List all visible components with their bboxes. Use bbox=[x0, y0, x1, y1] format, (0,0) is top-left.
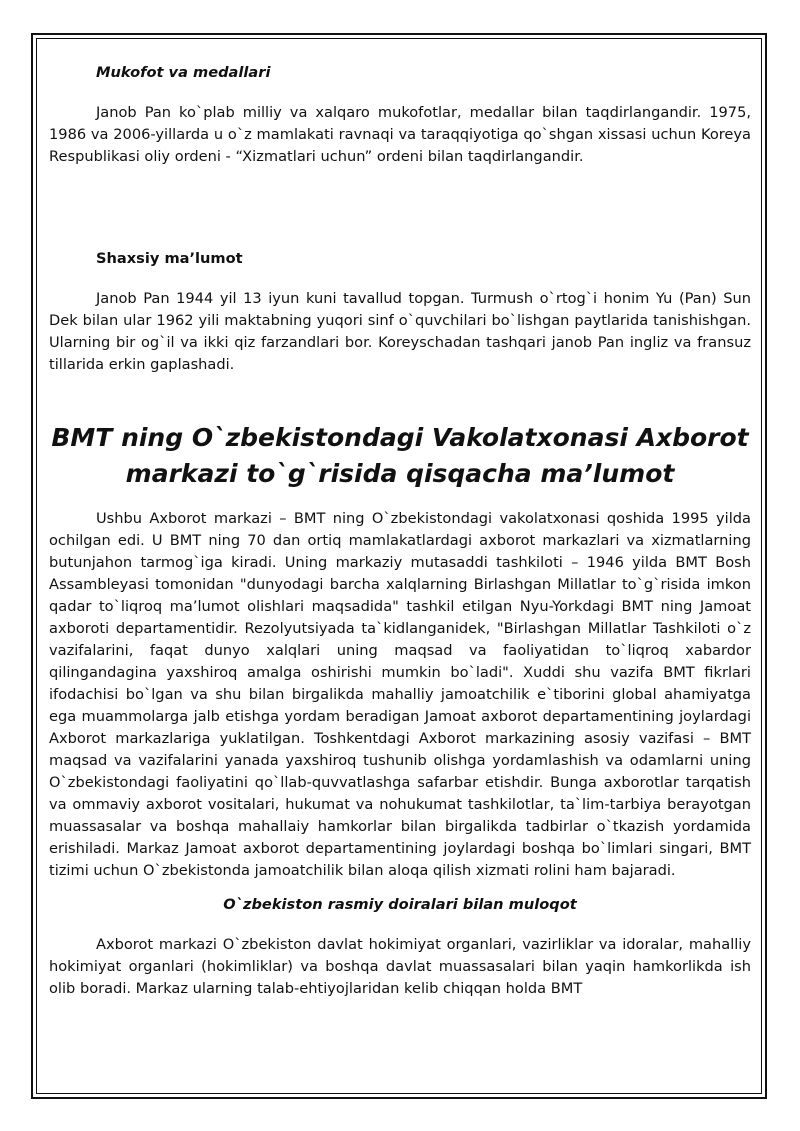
main-title-line-2: markazi to`g`risida qisqacha ma’lumot bbox=[125, 459, 675, 488]
main-title bbox=[49, 420, 751, 492]
personal-heading: Shaxsiy ma’lumot bbox=[96, 250, 243, 267]
document-body bbox=[49, 62, 751, 1000]
relations-heading: O`zbekiston rasmiy doiralari bilan muloqot bbox=[223, 896, 577, 913]
awards-heading: Mukofot va medallari bbox=[96, 64, 271, 81]
awards-paragraph: Janob Pan ko`plab milliy va xalqaro mukofotlar, medallar bilan taqdirlangandir. 1975, 1986 va 2006-yillarda u o`z mamlakati ravnaqi va taraqqiyotiga qo`shgan xissasi uchun Koreya Respublikasi oliy ordeni - “Xizmatlari uchun” ordeni bilan taqdirlangandir. bbox=[49, 104, 751, 165]
relations-paragraph: Axborot markazi O`zbekiston davlat hokimiyat organlari, vazirliklar va idoralar, mahalliy hokimiyat organlari (hokimliklar) va boshqa davlat muassasalari bilan yaqin hamkorlikda ish olib boradi. Markaz ularning talab-ehtiyojlaridan kelib chiqqan holda BMT bbox=[49, 936, 751, 997]
personal-paragraph: Janob Pan 1944 yil 13 iyun kuni tavallud topgan. Turmush o`rtog`i honim Yu (Pan) Sun Dek bilan ular 1962 yili maktabning yuqori sinf o`quvchilari bo`lishgan paytlarida tanishishgan. Ularning bir og`il va ikki qiz farzandlari bor. Koreyschadan tashqari janob Pan ingliz va fransuz tillarida erkin gaplashadi. bbox=[49, 290, 751, 373]
main-title-line-1: BMT ning O`zbekistondagi Vakolatxonasi Axborot bbox=[51, 423, 749, 452]
center-info-paragraph: Ushbu Axborot markazi – BMT ning O`zbekistondagi vakolatxonasi qoshida 1995 yilda ochilgan edi. U BMT ning 70 dan ortiq mamlakatlardagi axborot markazlari va xizmatlarning butunjahon tarmog`iga kiradi. Uning markaziy mutasaddi tashkiloti – 1946 yilda BMT Bosh Assambleyasi tomonidan "dunyodagi barcha xalqlarning Birlashgan Millatlar to`g`risida imkon qadar to`liqroq ma’lumot olishlari maqsadida" tashkil etilgan Nyu-Yorkdagi BMT ning Jamoat axboroti departamentidir. Rezolyutsiyada ta`kidlanganidek, "Birlashgan Millatlar Tashkiloti o`z vazifalarini, faqat dunyo xalqlari uning maqsad va faoliyatidan to`liqroq xabardor qilingandagina yaxshiroq amalga oshirishi mumkin bo`ladi". Xuddi shu vazifa BMT fikrlari ifodachisi bo`lgan va shu bilan birgalikda mahalliy jamoatchilik e`tiborini global ahamiyatga ega muammolarga jalb etishga yordam beradigan Jamoat axborot departamentining joylardagi Axborot markazlariga yuklatilgan. Toshkentdagi Axborot markazining asosiy vazifasi – BMT maqsad va vazifalarini yanada yaxshiroq tushunib olishga yordamlashish va odamlarni uning O`zbekistondagi faoliyatini qo`llab-quvvatlashga safarbar etishdir. Bunga axborotlar tarqatish va ommaviy axborot vositalari, hukumat va nohukumat tashkilotlar, ta`lim-tarbiya berayotgan muassasalar va boshqa mahallaiy hamkorlar bilan birgalikda tadbirlar o`tkazish yordamida erishiladi. Markaz Jamoat axborot departamentining joylardagi boshqa bo`limlari singari, BMT tizimi uchun O`zbekistonda jamoatchilik bilan aloqa qilish xizmati rolini ham bajaradi. bbox=[49, 510, 751, 879]
